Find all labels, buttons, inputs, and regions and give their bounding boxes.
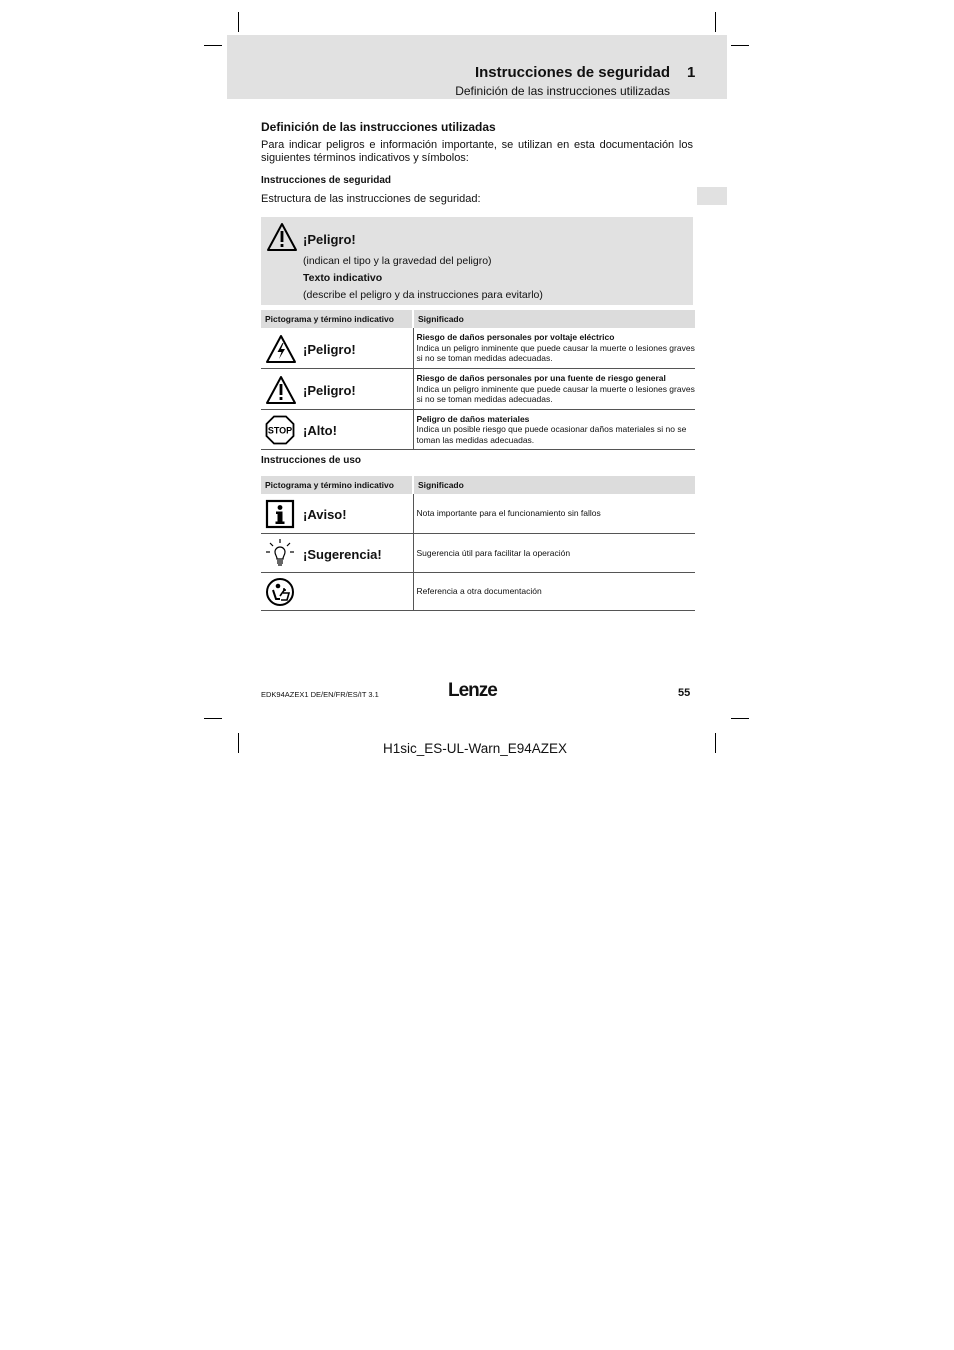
meaning-cell: Sugerencia útil para facilitar la operación	[413, 534, 695, 573]
signal-term: ¡Peligro!	[303, 342, 356, 357]
warning-box-title: ¡Peligro!	[303, 232, 356, 247]
source-filename: H1sic_ES-UL-Warn_E94AZEX	[383, 741, 568, 756]
meaning-cell	[413, 410, 695, 450]
chapter-subtitle: Definición de las instrucciones utilizadas	[455, 84, 670, 98]
document-code: EDK94AZEX1 DE/EN/FR/ES/IT 3.1	[261, 690, 379, 699]
chapter-title: Instrucciones de seguridad	[474, 64, 670, 81]
crop-mark	[238, 12, 239, 32]
column-header: Significado	[413, 310, 695, 328]
column-header: Pictograma y término indicativo	[261, 476, 413, 494]
safety-symbols-table	[261, 310, 695, 450]
crop-mark	[715, 733, 716, 753]
usage-heading: Instrucciones de uso	[261, 455, 362, 466]
pictogram-cell	[261, 328, 413, 369]
column-header: Pictograma y término indicativo	[261, 310, 413, 328]
signal-term: ¡Sugerencia!	[303, 547, 382, 562]
warning-box-line: (indican el tipo y la gravedad del peligro)	[303, 255, 492, 267]
warning-box-line: (describe el peligro y da instrucciones para evitarlo)	[303, 289, 543, 301]
signal-term: ¡Aviso!	[303, 507, 347, 522]
info-icon	[265, 499, 295, 529]
reference-icon	[265, 577, 295, 607]
page-number: 55	[678, 687, 691, 699]
meaning-text: Indica un peligro inminente que puede causar la muerte o lesiones graves si no se toman medidas adecuadas.	[416, 342, 695, 364]
table-row	[261, 369, 695, 410]
crop-mark	[238, 733, 239, 753]
table-row	[261, 573, 695, 611]
table-row	[261, 410, 695, 450]
pictogram-cell	[261, 410, 413, 450]
general-hazard-icon	[265, 375, 297, 405]
meaning-title: Riesgo de daños personales por voltaje eléctrico	[416, 332, 615, 343]
table-row	[261, 494, 695, 534]
usage-symbols-table	[261, 476, 695, 611]
chapter-tab	[697, 187, 727, 205]
structure-text: Estructura de las instrucciones de seguridad:	[261, 193, 481, 205]
crop-mark	[204, 718, 222, 719]
table-header-row	[261, 476, 695, 494]
chapter-number: 1	[687, 64, 696, 81]
pictogram-cell	[261, 573, 413, 611]
electric-hazard-icon	[265, 334, 297, 364]
table-row	[261, 534, 695, 573]
meaning-title: Peligro de daños materiales	[416, 413, 530, 424]
meaning-text: Indica un peligro inminente que puede causar la muerte o lesiones graves si no se toman medidas adecuadas.	[416, 383, 695, 405]
pictogram-cell	[261, 369, 413, 410]
intro-paragraph: Para indicar peligros e información importante, se utilizan en esta documentación los siguientes términos indicativos y símbolos:	[261, 139, 693, 164]
crop-mark	[204, 45, 222, 46]
section-heading: Definición de las instrucciones utilizadas	[261, 120, 496, 134]
crop-mark	[731, 718, 749, 719]
meaning-cell	[413, 328, 695, 369]
safety-heading: Instrucciones de seguridad	[261, 175, 392, 186]
warning-triangle-icon	[266, 222, 298, 252]
meaning-cell: Nota importante para el funcionamiento sin fallos	[413, 494, 695, 534]
warning-structure-box	[261, 217, 693, 305]
lenze-logo: Lenze	[448, 680, 497, 701]
stop-icon	[265, 415, 295, 445]
signal-term: ¡Peligro!	[303, 383, 356, 398]
signal-term: ¡Alto!	[303, 423, 337, 438]
table-row	[261, 328, 695, 369]
pictogram-cell	[261, 534, 413, 573]
crop-mark	[731, 45, 749, 46]
lightbulb-icon	[265, 538, 295, 568]
pictogram-cell	[261, 494, 413, 534]
table-header-row	[261, 310, 695, 328]
meaning-text: Indica un posible riesgo que puede ocasionar daños materiales si no se toman las medidas adecuadas.	[416, 424, 687, 445]
column-header: Significado	[413, 476, 695, 494]
warning-box-label: Texto indicativo	[303, 272, 383, 284]
crop-mark	[715, 12, 716, 32]
meaning-cell	[413, 369, 695, 410]
stop-label: STOP	[267, 425, 293, 436]
meaning-title: Riesgo de daños personales por una fuente de riesgo general	[416, 373, 666, 384]
meaning-cell: Referencia a otra documentación	[413, 573, 695, 611]
